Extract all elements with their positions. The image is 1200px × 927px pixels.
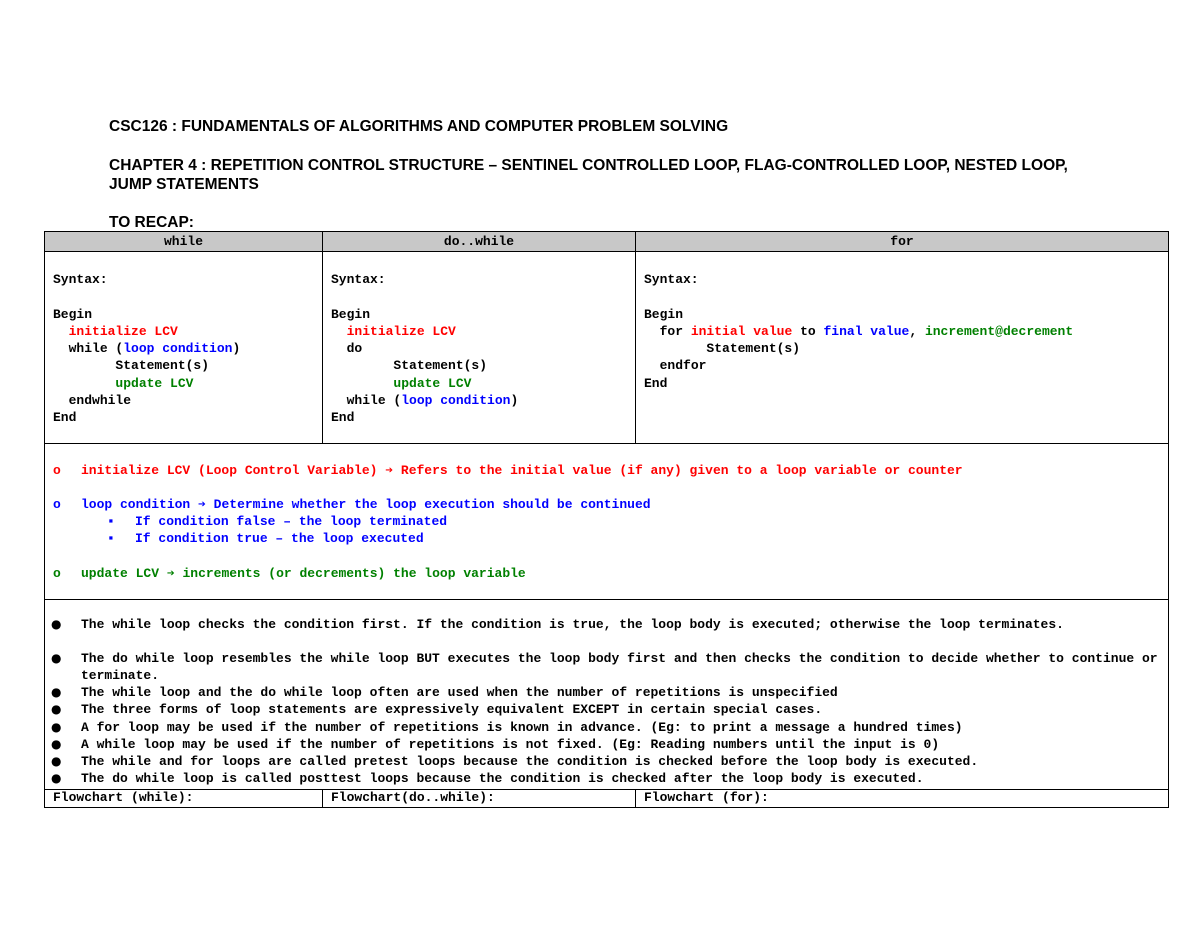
syntax-label: Syntax: — [53, 272, 108, 287]
dowhile-column — [323, 232, 636, 443]
initialize-lcv: initialize LCV — [346, 323, 456, 339]
begin-keyword: Begin — [644, 306, 684, 322]
summary-box — [44, 599, 1169, 790]
bullet-dot-icon: ● — [51, 754, 62, 768]
end-keyword: End — [644, 375, 668, 391]
while-header: while — [45, 232, 322, 252]
note-condition — [53, 496, 651, 513]
bullet-o: o — [53, 566, 61, 581]
summary-text: The while loop checks the condition first. If the condition is true, the loop body is executed; otherwise the loop terminates. — [81, 617, 1064, 632]
initialize-lcv: initialize LCV — [68, 323, 178, 339]
summary-text: The while and for loops are called pretest loops because the condition is checked before the loop body is executed. — [81, 754, 979, 769]
loop-condition: loop condition — [123, 341, 233, 357]
arrow-icon: ➔ — [198, 497, 206, 512]
statements: Statement(s) — [393, 358, 488, 374]
while-syntax-code — [45, 252, 322, 427]
recap-label: TO RECAP: — [109, 214, 194, 231]
summary-text: A for loop may be used if the number of repetitions is known in advance. (Eg: to print a message a hundred times) — [81, 720, 963, 735]
begin-keyword: Begin — [331, 306, 371, 322]
chapter-title: CHAPTER 4 : REPETITION CONTROL STRUCTURE – SENTINEL CONTROLLED LOOP, FLAG-CONTROLLED LOOP, NESTED LOOP, JUMP STATEMENTS — [109, 157, 1068, 193]
note-initialize — [53, 462, 963, 479]
summary-item — [51, 736, 1161, 753]
loop-condition: loop condition — [401, 393, 511, 409]
to-keyword: to — [800, 323, 816, 339]
summary-text: A while loop may be used if the number of repetitions is not fixed. (Eg: Reading numbers until the input is 0) — [81, 737, 940, 752]
end-keyword: End — [53, 410, 77, 426]
endfor-keyword: endfor — [659, 358, 707, 374]
arrow-icon: ➔ — [166, 566, 175, 581]
note-init-term: initialize LCV (Loop Control Variable) — [81, 463, 378, 478]
endwhile-keyword: endwhile — [68, 393, 132, 409]
notes-box — [44, 443, 1169, 600]
begin-keyword: Begin — [53, 306, 93, 322]
summary-text: The while loop and the do while loop often are used when the number of repetitions is unspecified — [81, 685, 838, 700]
bullet-dot-icon: ● — [51, 702, 62, 716]
note-cond-desc: Determine whether the loop execution should be continued — [213, 497, 651, 512]
note-init-desc: Refers to the initial value (if any) given to a loop variable or counter — [400, 463, 963, 478]
note-cond-true — [107, 530, 424, 547]
summary-item — [51, 770, 1161, 787]
note-update-desc: increments (or decrements) the loop variable — [182, 566, 526, 581]
bullet-dot-icon: ● — [51, 617, 62, 631]
close-paren: ) — [510, 393, 519, 409]
while-keyword: while ( — [68, 341, 124, 357]
for-syntax-code — [636, 252, 1168, 392]
summary-item — [51, 753, 1161, 770]
bullet-dot-icon: ● — [51, 651, 62, 665]
flowchart-for-label: Flowchart (for): — [644, 790, 769, 805]
cond-false-text: If condition false – the loop terminated — [135, 514, 448, 529]
summary-text: The do while loop resembles the while loop BUT executes the loop body first and then checks the condition to decide whether to continue or terminate. — [81, 651, 1158, 684]
while-keyword: while ( — [346, 393, 402, 409]
flowchart-row — [44, 789, 1169, 808]
square-bullet-icon: ▪ — [107, 514, 115, 529]
do-keyword: do — [346, 341, 363, 357]
for-header: for — [636, 232, 1168, 252]
for-column — [636, 232, 1168, 443]
comma: , — [909, 323, 918, 339]
summary-item — [51, 684, 1161, 701]
summary-item — [51, 701, 1161, 718]
statements: Statement(s) — [706, 341, 801, 357]
note-cond-false — [107, 513, 447, 530]
syntax-label: Syntax: — [331, 272, 386, 287]
close-paren: ) — [232, 341, 241, 357]
for-keyword: for — [659, 323, 684, 339]
dowhile-syntax-code — [323, 252, 635, 427]
arrow-icon: ➔ — [385, 463, 394, 478]
summary-item — [51, 616, 1161, 633]
syntax-label: Syntax: — [644, 272, 699, 287]
flowchart-while-label: Flowchart (while): — [45, 790, 323, 807]
increment-decrement: increment@decrement — [924, 323, 1074, 339]
note-update-term: update LCV — [81, 566, 160, 581]
summary-text: The do while loop is called posttest loops because the condition is checked after the loop body is executed. — [81, 771, 924, 786]
bullet-dot-icon: ● — [51, 720, 62, 734]
bullet-o: o — [53, 463, 61, 478]
statements: Statement(s) — [115, 358, 210, 374]
note-update — [53, 565, 526, 582]
bullet-dot-icon: ● — [51, 737, 62, 751]
final-value: final value — [823, 323, 910, 339]
bullet-o: o — [53, 497, 61, 512]
square-bullet-icon: ▪ — [107, 531, 115, 546]
summary-item — [51, 650, 1161, 684]
note-cond-term: loop condition — [81, 497, 191, 512]
update-lcv: update LCV — [115, 375, 194, 391]
update-lcv: update LCV — [393, 375, 472, 391]
summary-item — [51, 719, 1161, 736]
flowchart-dowhile-label: Flowchart(do..while): — [323, 790, 636, 807]
dowhile-header: do..while — [323, 232, 635, 252]
bullet-dot-icon: ● — [51, 685, 62, 699]
cond-true-text: If condition true – the loop executed — [135, 531, 424, 546]
while-column — [45, 232, 323, 443]
bullet-dot-icon: ● — [51, 771, 62, 785]
summary-text: The three forms of loop statements are expressively equivalent EXCEPT in certain special cases. — [81, 702, 823, 717]
recap-table — [44, 231, 1169, 444]
course-title: CSC126 : FUNDAMENTALS OF ALGORITHMS AND COMPUTER PROBLEM SOLVING — [109, 118, 729, 135]
initial-value: initial value — [690, 323, 793, 339]
end-keyword: End — [331, 410, 355, 426]
